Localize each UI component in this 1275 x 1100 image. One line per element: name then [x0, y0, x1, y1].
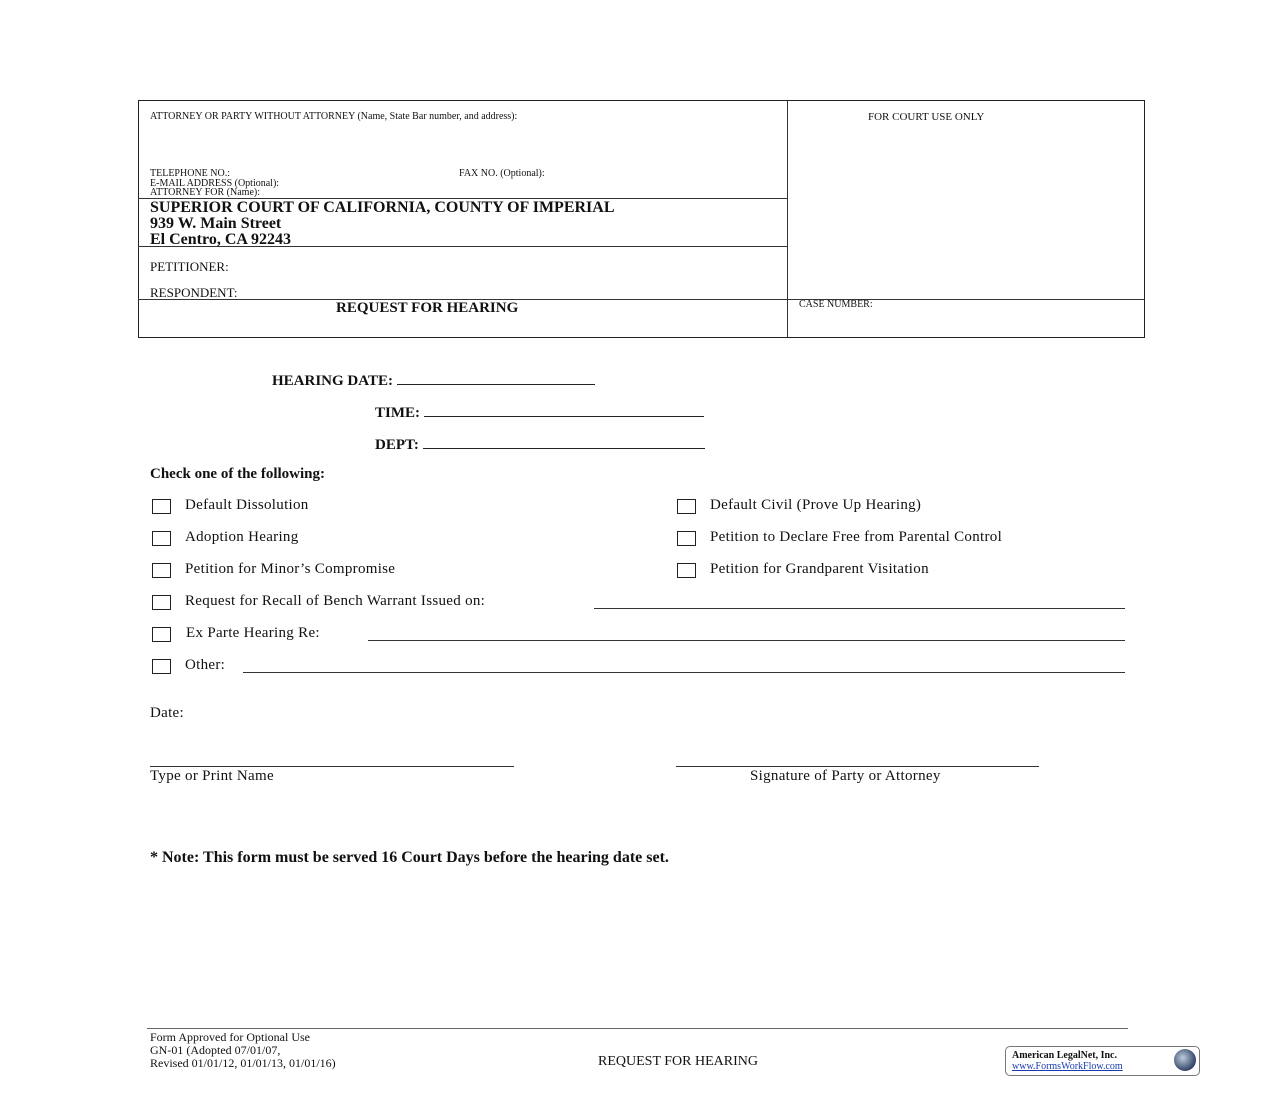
footer-line3: Revised 01/01/12, 01/01/13, 01/01/16) [150, 1056, 336, 1070]
other-checkbox[interactable] [152, 659, 171, 674]
print-name-field[interactable] [150, 766, 514, 767]
parental-control-checkbox[interactable] [677, 531, 696, 546]
minors-compromise-checkbox[interactable] [152, 563, 171, 578]
minors-compromise-label: Petition for Minor’s Compromise [185, 561, 396, 577]
divider [787, 100, 788, 337]
hearing-date-field[interactable] [397, 370, 595, 385]
grandparent-label: Petition for Grandparent Visitation [710, 561, 929, 577]
bench-warrant-label: Request for Recall of Bench Warrant Issued on: [185, 593, 486, 609]
date-label: Date: [150, 705, 184, 721]
email-label: E-MAIL ADDRESS (Optional): [150, 178, 280, 189]
print-name-label: Type or Print Name [150, 768, 274, 784]
bench-warrant-field[interactable] [594, 608, 1125, 609]
dept-label: DEPT: [375, 437, 419, 453]
footer-line1: Form Approved for Optional Use [150, 1030, 310, 1044]
default-dissolution-label: Default Dissolution [185, 497, 309, 513]
americanlegalnet-logo[interactable] [1005, 1046, 1200, 1076]
default-civil-checkbox[interactable] [677, 499, 696, 514]
footer-rule [147, 1028, 1128, 1029]
default-civil-label: Default Civil (Prove Up Hearing) [710, 497, 922, 513]
ex-parte-label: Ex Parte Hearing Re: [186, 625, 320, 641]
signature-field[interactable] [676, 766, 1039, 767]
time-field[interactable] [424, 402, 704, 417]
divider [138, 299, 1144, 300]
default-dissolution-checkbox[interactable] [152, 499, 171, 514]
attorney-label: ATTORNEY OR PARTY WITHOUT ATTORNEY (Name, State Bar number, and address): [150, 111, 518, 122]
telephone-label: TELEPHONE NO.: [150, 168, 230, 179]
grandparent-checkbox[interactable] [677, 563, 696, 578]
other-field[interactable] [243, 672, 1125, 673]
case-number-label: CASE NUMBER: [799, 299, 873, 310]
check-heading: Check one of the following: [150, 466, 325, 482]
logo-company: American LegalNet, Inc. [1012, 1050, 1117, 1061]
respondent-label: RESPONDENT: [150, 285, 238, 300]
fax-label: FAX NO. (Optional): [459, 168, 545, 179]
bench-warrant-checkbox[interactable] [152, 595, 171, 610]
logo-url[interactable]: www.FormsWorkFlow.com [1012, 1061, 1123, 1072]
petitioner-label: PETITIONER: [150, 259, 229, 274]
attorney-for-label: ATTORNEY FOR (Name): [150, 187, 260, 198]
court-city: El Centro, CA 92243 [150, 231, 292, 248]
footer-line2: GN-01 (Adopted 07/01/07, [150, 1043, 281, 1057]
service-note: * Note: This form must be served 16 Court Days before the hearing date set. [150, 849, 669, 866]
adoption-label: Adoption Hearing [185, 529, 299, 545]
other-label: Other: [185, 657, 226, 673]
caption-box [138, 100, 1145, 338]
court-street: 939 W. Main Street [150, 215, 282, 232]
ex-parte-field[interactable] [368, 640, 1125, 641]
court-name: SUPERIOR COURT OF CALIFORNIA, COUNTY OF IMPERIAL [150, 199, 615, 216]
signature-label: Signature of Party or Attorney [750, 768, 941, 784]
globe-icon [1174, 1049, 1196, 1071]
dept-field[interactable] [423, 434, 705, 449]
parental-control-label: Petition to Declare Free from Parental Control [710, 529, 1003, 545]
ex-parte-checkbox[interactable] [152, 627, 171, 642]
form-title: REQUEST FOR HEARING [336, 300, 519, 316]
court-use-label: FOR COURT USE ONLY [868, 111, 985, 123]
footer-title: REQUEST FOR HEARING [598, 1054, 758, 1069]
adoption-checkbox[interactable] [152, 531, 171, 546]
hearing-date-label: HEARING DATE: [272, 373, 393, 389]
time-label: TIME: [375, 405, 420, 421]
